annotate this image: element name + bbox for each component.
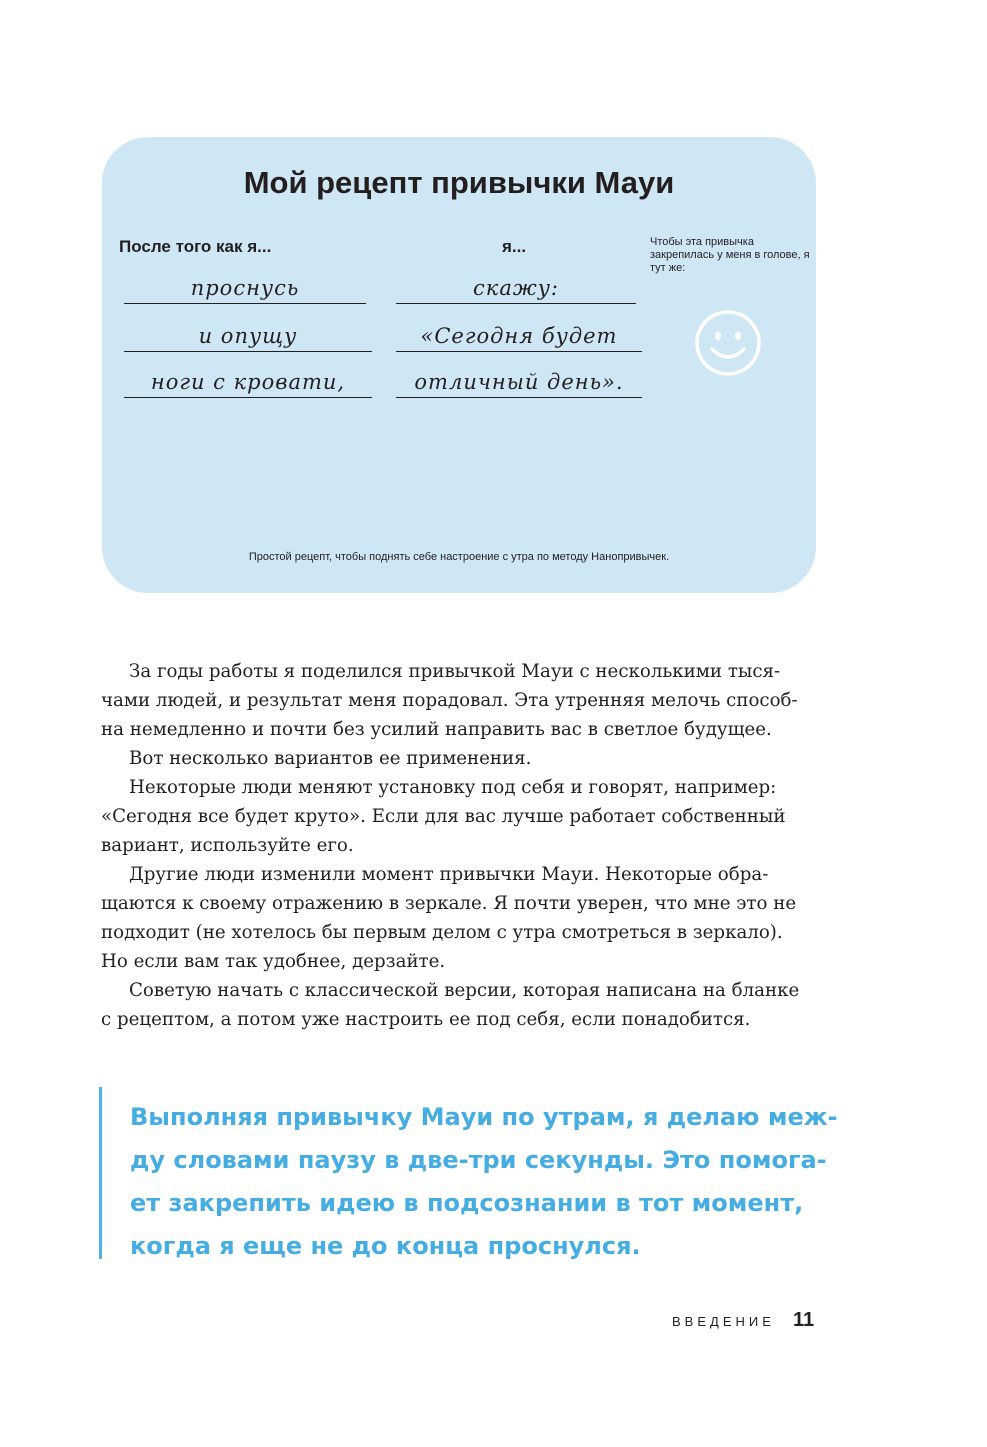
recipe-card-caption: Простой рецепт, чтобы поднять себе настроение с утра по методу Нанопривычек.: [248, 551, 670, 563]
anchor-line-1: проснусь: [124, 269, 366, 304]
pull-quote-line: когда я еще не до конца проснулся.: [130, 1232, 641, 1260]
anchor-line-2: и опущу: [124, 317, 372, 352]
body-line: Вот несколько вариантов ее применения.: [129, 748, 532, 769]
pull-quote: [130, 1096, 838, 1268]
pull-quote-bar: [99, 1087, 102, 1259]
body-line: «Сегодня все будет круто». Если для вас лучше работает собственный: [101, 806, 786, 827]
body-line: с рецептом, а потом уже настроить ее под себя, если понадобится.: [101, 1009, 751, 1030]
body-line: подходит (не хотелось бы первым делом с утра смотреться в зеркало).: [101, 922, 783, 943]
recipe-card-title: Мой рецепт привычки Мауи: [243, 165, 675, 200]
running-footer-section: ВВЕДЕНИЕ: [672, 1314, 775, 1329]
body-text: [101, 657, 815, 1034]
body-line: Другие люди изменили момент привычки Мауи. Некоторые обра-: [129, 864, 769, 885]
body-line: на немедленно и почти без усилий направить вас в светлое будущее.: [101, 719, 772, 740]
body-line: щаются к своему отражению в зеркале. Я почти уверен, что мне это не: [101, 893, 797, 914]
celebration-note: Чтобы эта привычка закрепилась у меня в голове, я тут же:: [650, 236, 810, 274]
anchor-line-3: ноги с кровати,: [124, 363, 372, 398]
pull-quote-line: ду словами паузу в две-три секунды. Это помога-: [130, 1146, 827, 1174]
page-number: 11: [793, 1309, 815, 1331]
smiley-face-icon: [692, 307, 764, 379]
behavior-line-3: отличный день».: [396, 363, 642, 398]
after-header: После того как я...: [119, 237, 272, 256]
behavior-line-2: «Сегодня будет: [396, 317, 642, 352]
body-line: За годы работы я поделился привычкой Мауи с несколькими тыся-: [129, 661, 781, 682]
pull-quote-line: ет закрепить идею в подсознании в тот момент,: [130, 1189, 804, 1217]
body-line: чами людей, и результат меня порадовал. Эта утренняя мелочь способ-: [101, 690, 798, 711]
body-line: Советую начать с классической версии, которая написана на бланке: [129, 980, 800, 1001]
body-line: Некоторые люди меняют установку под себя и говорят, например:: [129, 777, 777, 798]
body-line: вариант, используйте его.: [101, 835, 354, 856]
pull-quote-line: Выполняя привычку Мауи по утрам, я делаю меж-: [130, 1103, 838, 1131]
action-header: я...: [502, 237, 527, 256]
recipe-card: [102, 137, 816, 593]
body-line: Но если вам так удобнее, дерзайте.: [101, 951, 446, 972]
behavior-line-1: скажу:: [396, 269, 636, 304]
